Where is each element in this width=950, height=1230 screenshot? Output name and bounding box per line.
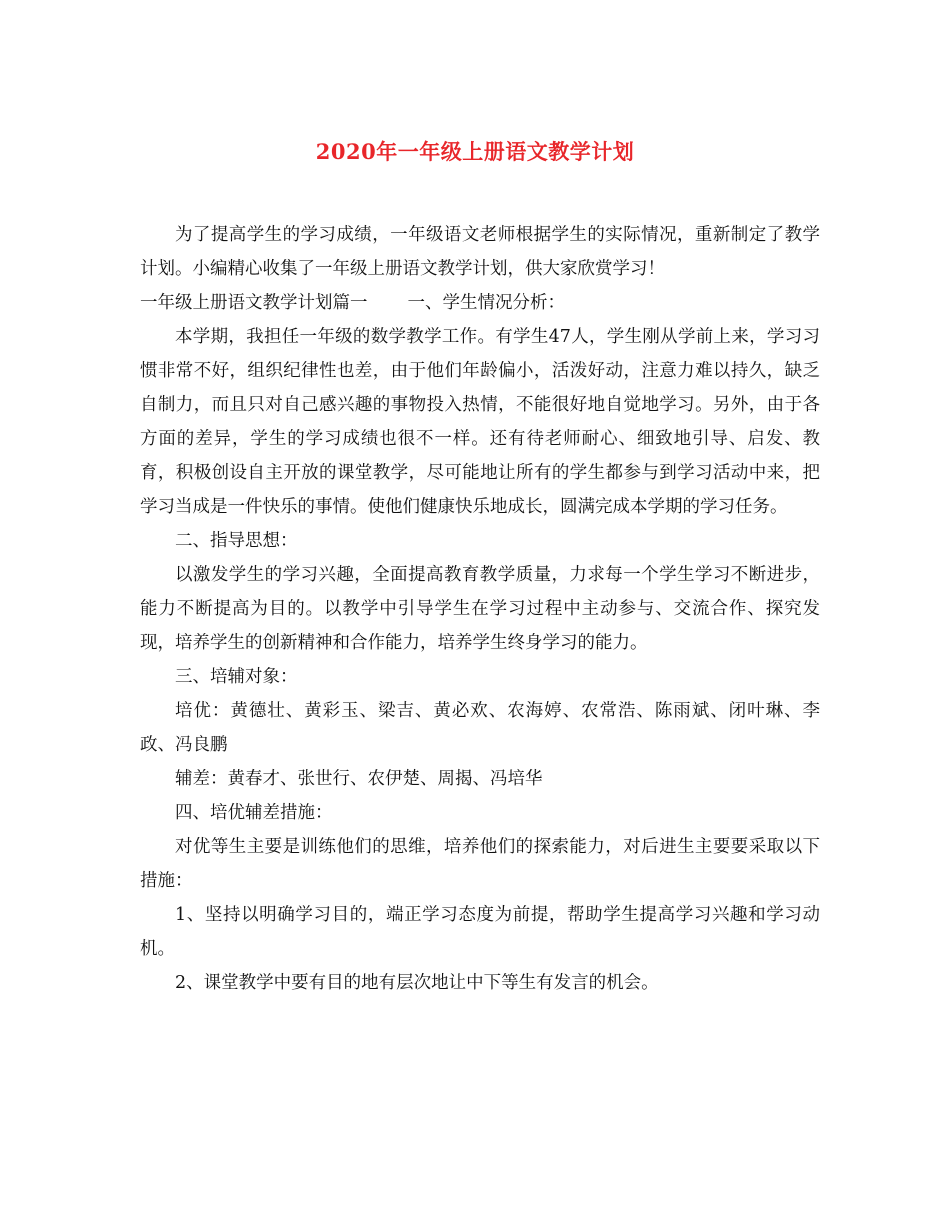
document-body: [140, 218, 820, 1000]
support-students-paragraph: 辅差：黄春才、张世行、农伊楚、周揭、冯培华: [175, 769, 543, 789]
measure-item-2: 2、课堂教学中要有目的地有层次地让中下等生有发言的机会。: [175, 973, 659, 993]
document-title: 2020年一年级上册语文教学计划: [315, 139, 635, 164]
measure-item-1: 1、坚持以明确学习目的，端正学习态度为前提，帮助学生提高学习兴趣和学习动机。: [140, 905, 820, 959]
section-heading-1: 一、学生情况分析：: [407, 293, 565, 313]
section-heading-2: 二、指导思想：: [175, 531, 298, 551]
section-heading-line: [140, 286, 820, 320]
top-students-paragraph: 培优：黄德壮、黄彩玉、梁吉、黄必欢、农海婷、农常浩、陈雨斌、闭叶琳、李政、冯良鹏: [140, 701, 820, 755]
section-heading-4: 四、培优辅差措施：: [175, 803, 333, 823]
measures-intro-paragraph: 对优等生主要是训练他们的思维，培养他们的探索能力，对后进生主要要采取以下措施：: [140, 837, 820, 891]
article-part-label: 一年级上册语文教学计划篇一: [140, 293, 368, 313]
guiding-thought-paragraph: 以激发学生的学习兴趣，全面提高教育教学质量，力求每一个学生学习不断进步，能力不断提高为目的。以教学中引导学生在学习过程中主动参与、交流合作、探究发现，培养学生的创新精神和合作能力，培养学生终身学习的能力。: [140, 565, 820, 653]
section-heading-3: 三、培辅对象：: [175, 667, 298, 687]
student-analysis-paragraph: 本学期，我担任一年级的数学教学工作。有学生47人，学生刚从学前上来，学习习惯非常不好，组织纪律性也差，由于他们年龄偏小，活泼好动，注意力难以持久，缺乏自制力，而且只对自己感兴趣的事物投入热情，不能很好地自觉地学习。另外，由于各方面的差异，学生的学习成绩也很不一样。还有待老师耐心、细致地引导、启发、教育，积极创设自主开放的课堂教学，尽可能地让所有的学生都参与到学习活动中来，把学习当成是一件快乐的事情。使他们健康快乐地成长，圆满完成本学期的学习任务。: [140, 327, 820, 517]
intro-paragraph: 为了提高学生的学习成绩，一年级语文老师根据学生的实际情况，重新制定了教学计划。小编精心收集了一年级上册语文教学计划，供大家欣赏学习！: [140, 225, 820, 279]
